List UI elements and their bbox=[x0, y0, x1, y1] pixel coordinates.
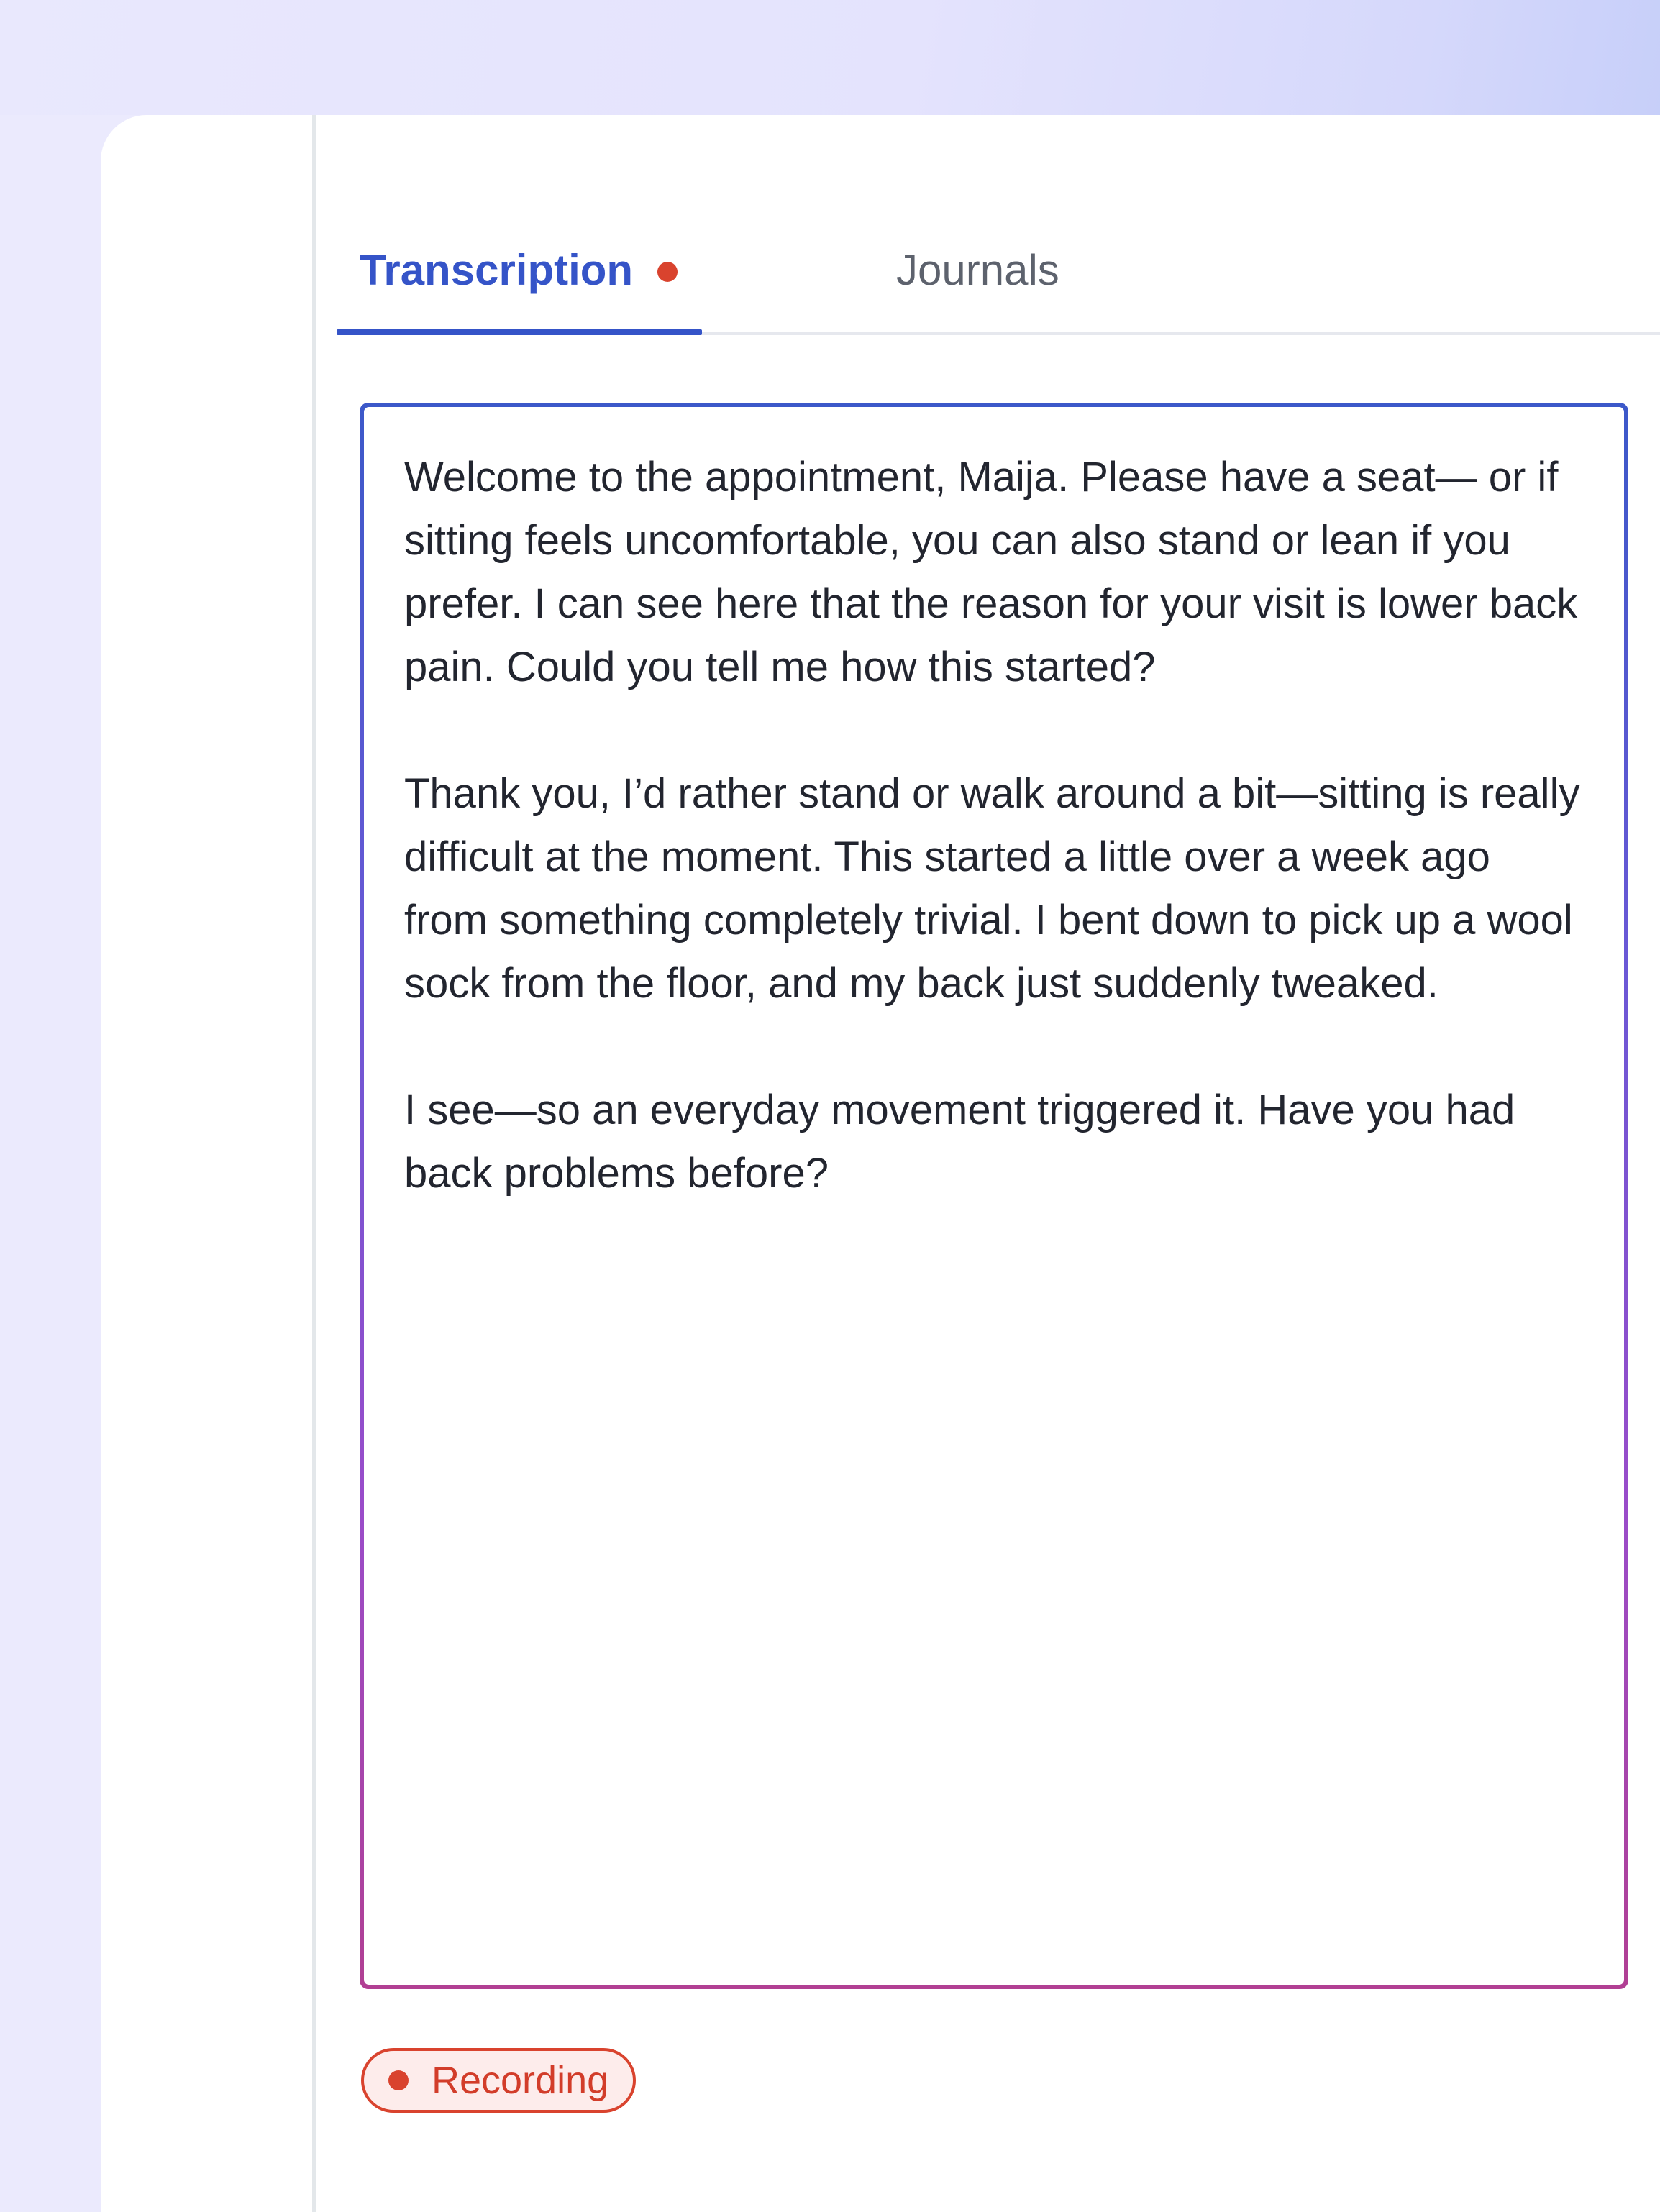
tab-transcription[interactable] bbox=[360, 246, 678, 335]
transcript-paragraph: Thank you, I’d rather stand or walk around a bit—sitting is really difficult at the moment. This started a little over a week ago from something completely trivial. I bent down to pick up a wool sock from the floor, and my back just suddenly tweaked. bbox=[404, 770, 1580, 1007]
recording-label: Recording bbox=[432, 2059, 609, 2102]
transcript-panel[interactable] bbox=[360, 403, 1628, 1989]
tab-bar bbox=[360, 115, 1660, 335]
tab-journals-label: Journals bbox=[896, 246, 1059, 294]
recording-dot-icon bbox=[388, 2070, 409, 2090]
tab-transcription-label: Transcription bbox=[360, 246, 634, 294]
transcript-paragraph: Welcome to the appointment, Maija. Please have a seat— or if sitting feels uncomfortable, you can also stand or lean if you prefer. I can see here that the reason for your visit is lower back pain. Could you tell me how this started? bbox=[404, 454, 1578, 690]
sidebar-divider bbox=[312, 115, 316, 2212]
recording-status-badge[interactable] bbox=[361, 2048, 636, 2113]
active-tab-underline bbox=[337, 329, 702, 335]
recording-indicator-dot bbox=[657, 262, 678, 282]
transcript-paragraph: I see—so an everyday movement triggered it. Have you had back problems before? bbox=[404, 1087, 1515, 1197]
tab-journals[interactable] bbox=[896, 246, 1059, 335]
transcript-text-area[interactable] bbox=[364, 407, 1624, 1985]
